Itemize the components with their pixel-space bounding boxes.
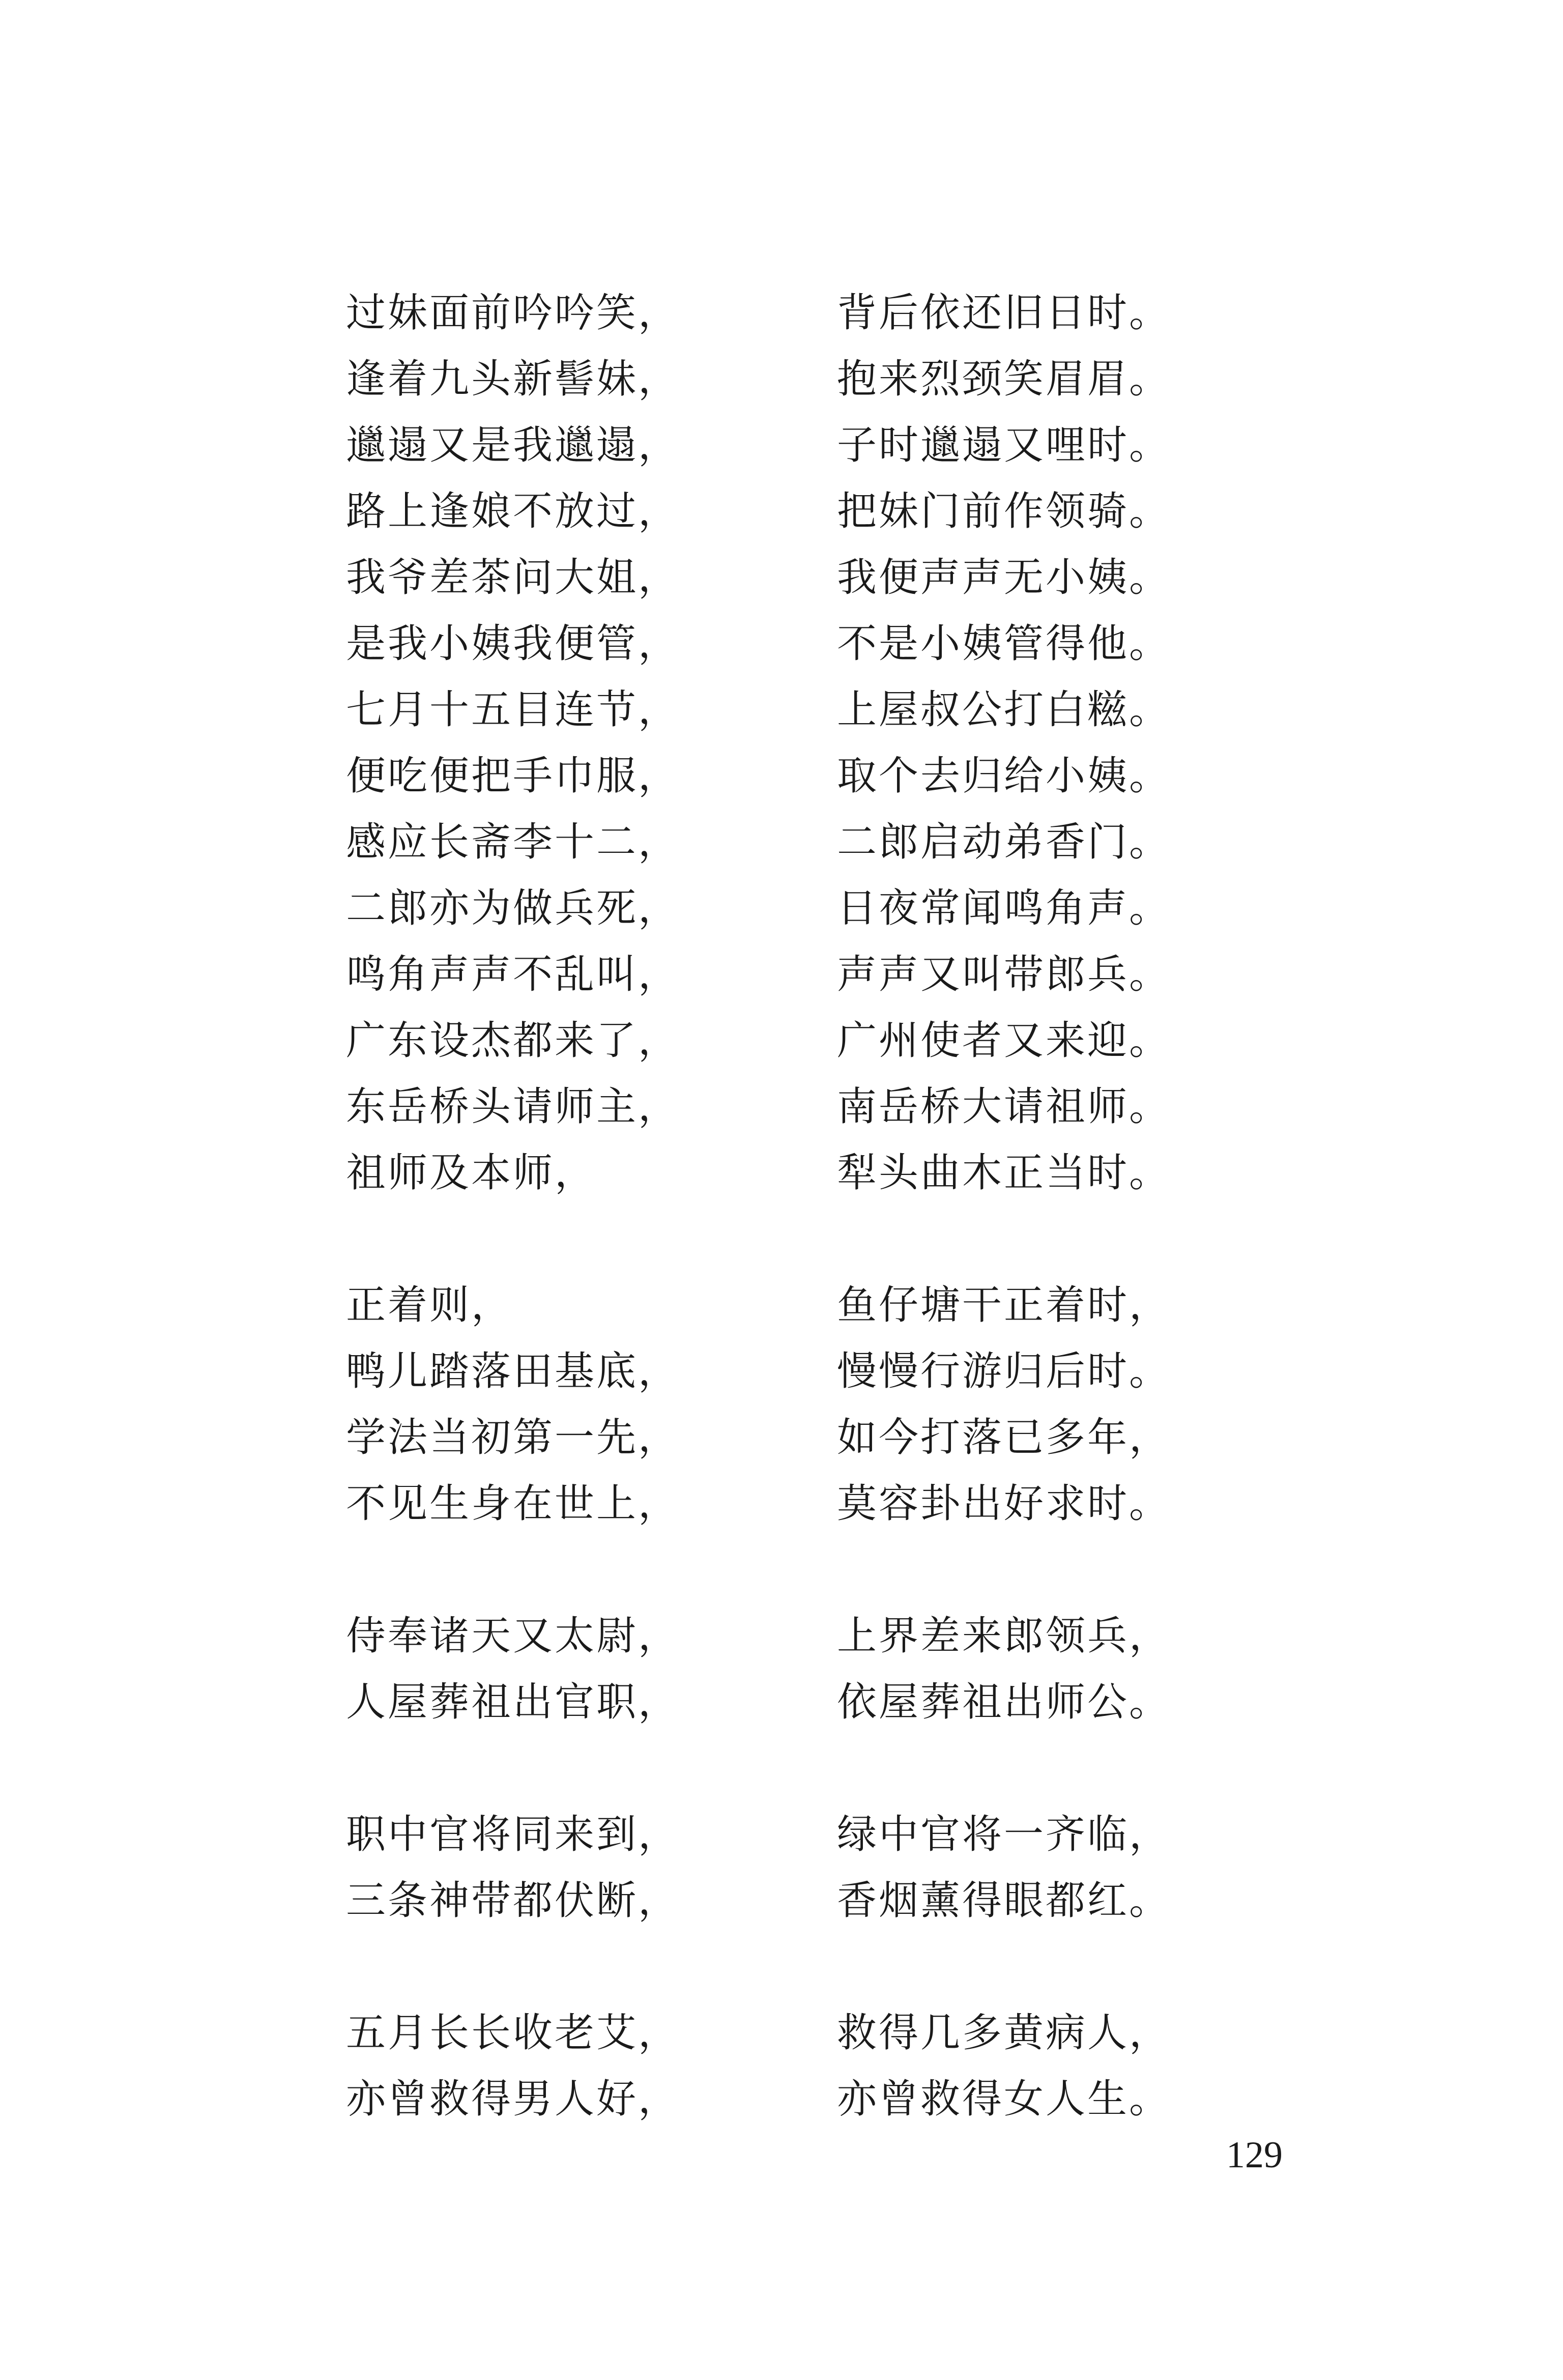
- couplet: [346, 1407, 1221, 1473]
- verse-line-left: 邋遢又是我邋遢，: [346, 422, 680, 468]
- verse-line-right: 绿中官将一齐临，: [837, 1812, 1171, 1857]
- verse-line-right: 依屋葬祖出师公。: [837, 1679, 1171, 1725]
- verse-line-right: 上界差来郎领兵，: [837, 1613, 1171, 1659]
- verse-line-left: 二郎亦为做兵死，: [346, 885, 680, 931]
- couplet: [346, 282, 1221, 349]
- verse-line-left: 逢着九头新髻妹，: [346, 356, 680, 402]
- verse-line-left: 侍奉诸天又太尉，: [346, 1613, 680, 1659]
- stanza-5: [346, 2002, 1221, 2135]
- couplet: [346, 679, 1221, 745]
- verse-line-right: 如今打落已多年，: [837, 1415, 1171, 1460]
- verse-line-right: 慢慢行游归后时。: [837, 1349, 1171, 1394]
- verse-line-right: 亦曾救得女人生。: [837, 2076, 1171, 2122]
- poem-body: [346, 282, 1221, 2135]
- stanza-2: [346, 1275, 1221, 1539]
- couplet: [346, 547, 1221, 613]
- stanza-4: [346, 1804, 1221, 1936]
- couplet: [346, 2069, 1221, 2135]
- verse-line-right: 子时邋遢又哩时。: [837, 422, 1171, 468]
- verse-line-left: 三条神带都伏断，: [346, 1878, 680, 1924]
- verse-line-left: 职中官将同来到，: [346, 1812, 680, 1857]
- couplet: [346, 1473, 1221, 1539]
- verse-line-left: 祖师及本师，: [346, 1150, 597, 1196]
- verse-line-right: 声声又叫带郎兵。: [837, 952, 1171, 997]
- couplet: [346, 1010, 1221, 1076]
- couplet: [346, 878, 1221, 944]
- verse-line-right: 鱼仔塘干正着时，: [837, 1282, 1171, 1328]
- verse-line-right: 广州使者又来迎。: [837, 1018, 1171, 1064]
- verse-line-right: 莫容卦出好求时。: [837, 1481, 1171, 1527]
- couplet: [346, 1142, 1221, 1209]
- verse-line-right: 取个去归给小姨。: [837, 753, 1171, 799]
- couplet: [346, 1605, 1221, 1672]
- verse-line-right: 上屋叔公打白糍。: [837, 687, 1171, 733]
- verse-line-left: 东岳桥头请师主，: [346, 1084, 680, 1130]
- verse-line-right: 二郎启动弟香门。: [837, 819, 1171, 865]
- stanza-1: [346, 282, 1221, 1209]
- verse-line-right: 日夜常闻鸣角声。: [837, 885, 1171, 931]
- couplet: [346, 944, 1221, 1010]
- verse-line-left: 广东设杰都来了，: [346, 1018, 680, 1064]
- couplet: [346, 745, 1221, 812]
- verse-line-left: 七月十五目连节，: [346, 687, 680, 733]
- verse-line-right: 香烟薰得眼都红。: [837, 1878, 1171, 1924]
- verse-line-left: 鸭儿踏落田基底，: [346, 1349, 680, 1394]
- verse-line-left: 感应长斋李十二，: [346, 819, 680, 865]
- verse-line-right: 南岳桥大请祖师。: [837, 1084, 1171, 1130]
- couplet: [346, 1341, 1221, 1407]
- verse-line-right: 犁头曲木正当时。: [837, 1150, 1171, 1196]
- couplet: [346, 481, 1221, 547]
- verse-line-left: 鸣角声声不乱叫，: [346, 952, 680, 997]
- verse-line-left: 便吃便把手巾服，: [346, 753, 680, 799]
- verse-line-left: 路上逢娘不放过，: [346, 489, 680, 534]
- verse-line-left: 人屋葬祖出官职，: [346, 1679, 680, 1725]
- couplet: [346, 1870, 1221, 1936]
- verse-line-left: 亦曾救得男人好，: [346, 2076, 680, 2122]
- verse-line-right: 救得几多黄病人，: [837, 2010, 1171, 2056]
- verse-line-left: 五月长长收老艾，: [346, 2010, 680, 2056]
- couplet: [346, 1672, 1221, 1738]
- verse-line-left: 过妹面前吟吟笑，: [346, 290, 680, 336]
- verse-line-right: 不是小姨管得他。: [837, 621, 1171, 667]
- verse-line-right: 抱来烈颈笑眉眉。: [837, 356, 1171, 402]
- couplet: [346, 613, 1221, 679]
- couplet: [346, 349, 1221, 415]
- couplet: [346, 2002, 1221, 2069]
- verse-line-left: 不见生身在世上，: [346, 1481, 680, 1527]
- page-number: 129: [1226, 2134, 1283, 2176]
- couplet: [346, 1076, 1221, 1142]
- verse-line-left: 是我小姨我便管，: [346, 621, 680, 667]
- verse-line-left: 我爷差茶问大姐，: [346, 555, 680, 600]
- verse-line-right: 背后依还旧日时。: [837, 290, 1171, 336]
- verse-line-right: 我便声声无小姨。: [837, 555, 1171, 600]
- couplet: [346, 812, 1221, 878]
- verse-line-right: 把妹门前作领骑。: [837, 489, 1171, 534]
- couplet: [346, 415, 1221, 481]
- verse-line-left: 学法当初第一先，: [346, 1415, 680, 1460]
- couplet: [346, 1804, 1221, 1870]
- verse-line-left: 正着则，: [346, 1282, 513, 1328]
- stanza-3: [346, 1605, 1221, 1738]
- couplet: [346, 1275, 1221, 1341]
